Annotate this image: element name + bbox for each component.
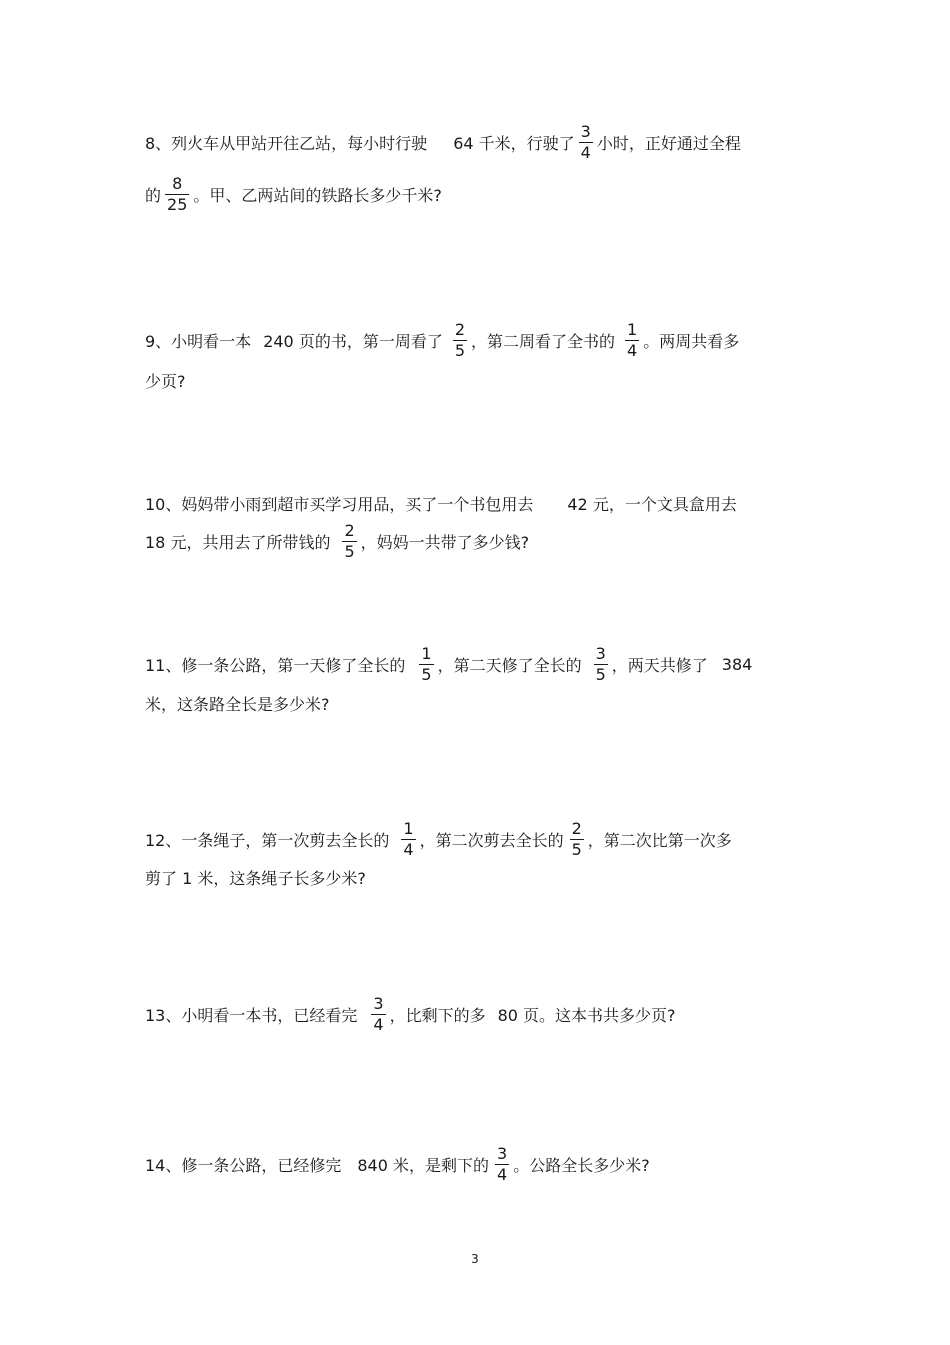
problem-text: 。公路全长多少米? — [513, 1155, 650, 1175]
problem-text: 18 元，共用去了所带钱的 — [145, 532, 331, 552]
problem-text: 米，这条路全长是多少米? — [145, 694, 330, 714]
problem-line — [145, 1142, 650, 1186]
problem-text: 少页? — [145, 371, 186, 391]
fraction-numerator: 1 — [627, 319, 638, 339]
problem-text: ，第二次剪去全长的 — [419, 830, 564, 850]
fraction-numerator: 1 — [421, 643, 432, 663]
problem-text: ，第二天修了全长的 — [437, 655, 582, 675]
fraction-numerator: 2 — [571, 818, 582, 838]
problem-text: 10、妈妈带小雨到超市买学习用品，买了一个书包用去 — [145, 494, 534, 514]
fraction — [594, 643, 608, 684]
problem-text: 240 页的书，第一周看了 — [263, 331, 443, 351]
problem-text: 9、小明看一本 — [145, 331, 252, 351]
problem-line — [145, 681, 330, 725]
fraction — [495, 1143, 509, 1184]
fraction — [401, 818, 415, 859]
problem-text: 11、修一条公路，第一天修了全长的 — [145, 655, 406, 675]
fraction-numerator: 3 — [580, 121, 591, 141]
problem-text: 。甲、乙两站间的铁路长多少千米? — [193, 185, 442, 205]
fraction — [453, 319, 467, 360]
problem-line — [145, 318, 739, 362]
fraction-numerator: 3 — [595, 643, 606, 663]
problem-text: 14、修一条公路，已经修完 — [145, 1155, 342, 1175]
fraction-denominator: 4 — [403, 839, 414, 859]
problem-text: 840 米，是剩下的 — [357, 1155, 490, 1175]
fraction-numerator: 3 — [497, 1143, 508, 1163]
problem-text: 12、一条绳子，第一次剪去全长的 — [145, 830, 390, 850]
fraction-numerator: 2 — [344, 520, 355, 540]
fraction-denominator: 5 — [454, 340, 466, 360]
problem-line — [145, 855, 366, 899]
problem-text: 80 页。这本书共多少页? — [497, 1005, 676, 1025]
problem-text: 8、列火车从甲站开往乙站，每小时行驶 — [145, 133, 428, 153]
fraction — [165, 173, 189, 214]
problem-text: ，妈妈一共带了多少钱? — [360, 532, 530, 552]
problem-text: ，两天共修了 — [611, 655, 708, 675]
fraction-denominator: 5 — [344, 541, 355, 561]
fraction-denominator: 4 — [627, 340, 638, 360]
problem-text: 64 千米，行驶了 — [453, 133, 575, 153]
fraction — [371, 993, 385, 1034]
problem-text: ，第二次比第一次多 — [587, 830, 732, 850]
problem-text: 剪了 1 米，这条绳子长多少米? — [145, 868, 366, 888]
problem-text: 小时，正好通过全程 — [596, 133, 741, 153]
fraction — [342, 520, 356, 561]
problem-text: 384 — [721, 654, 753, 674]
problem-line — [145, 358, 186, 402]
problem-line — [145, 992, 676, 1036]
problem-line — [145, 120, 741, 164]
fraction-numerator: 8 — [172, 173, 183, 193]
fraction-numerator: 3 — [373, 993, 384, 1013]
fraction-denominator: 5 — [421, 664, 432, 684]
fraction — [625, 319, 639, 360]
problem-text: 。两周共看多 — [643, 331, 740, 351]
problem-line — [145, 519, 529, 563]
fraction-denominator: 5 — [571, 839, 582, 859]
fraction-denominator: 4 — [497, 1164, 508, 1184]
fraction-denominator: 4 — [373, 1014, 384, 1034]
problem-line — [145, 172, 442, 216]
problem-text: 42 元，一个文具盒用去 — [567, 494, 737, 514]
fraction-numerator: 1 — [403, 818, 414, 838]
problem-text: ，第二周看了全书的 — [471, 331, 616, 351]
problem-line — [145, 642, 752, 686]
fraction-numerator: 2 — [454, 319, 466, 339]
fraction — [419, 643, 433, 684]
fraction — [570, 818, 584, 859]
fraction — [579, 121, 593, 162]
page-number: 3 — [471, 1252, 479, 1266]
fraction-denominator: 25 — [167, 194, 188, 214]
fraction-denominator: 4 — [580, 142, 591, 162]
problem-text: 13、小明看一本书，已经看完 — [145, 1005, 358, 1025]
fraction-denominator: 5 — [595, 664, 606, 684]
problem-text: ，比剩下的多 — [389, 1005, 486, 1025]
problem-text: 的 — [145, 185, 162, 205]
